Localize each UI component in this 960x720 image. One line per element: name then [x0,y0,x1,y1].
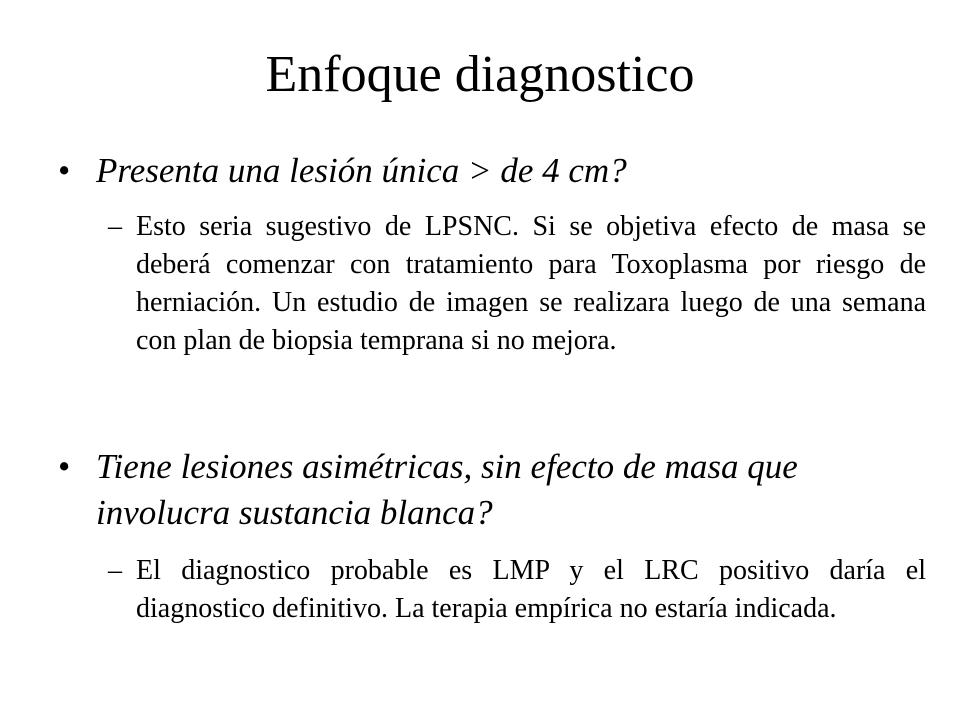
bullet-marker: • [58,151,71,190]
bullet-marker: • [58,447,71,486]
bullet-question-2: Tiene lesiones asimétricas, sin efecto de masa que involucra sustancia blanca? [96,447,798,532]
slide-title: Enfoque diagnostico [265,46,695,103]
sub-bullet-marker: – [108,555,122,586]
sub-bullet-marker: – [108,211,122,242]
sub-bullet-answer-2: El diagnostico probable es LMP y el LRC positivo daría el diagnostico definitivo. La terapia empírica no estaría indicada. [136,555,926,624]
bullet-question-1: Presenta una lesión única > de 4 cm? [96,151,627,190]
sub-bullet-answer-1: Esto seria sugestivo de LPSNC. Si se objetiva efecto de masa se deberá comenzar con tratamiento para Toxoplasma por riesgo de herniación. Un estudio de imagen se realizara luego de una semana con plan de biopsia temprana si no mejora. [136,211,926,356]
